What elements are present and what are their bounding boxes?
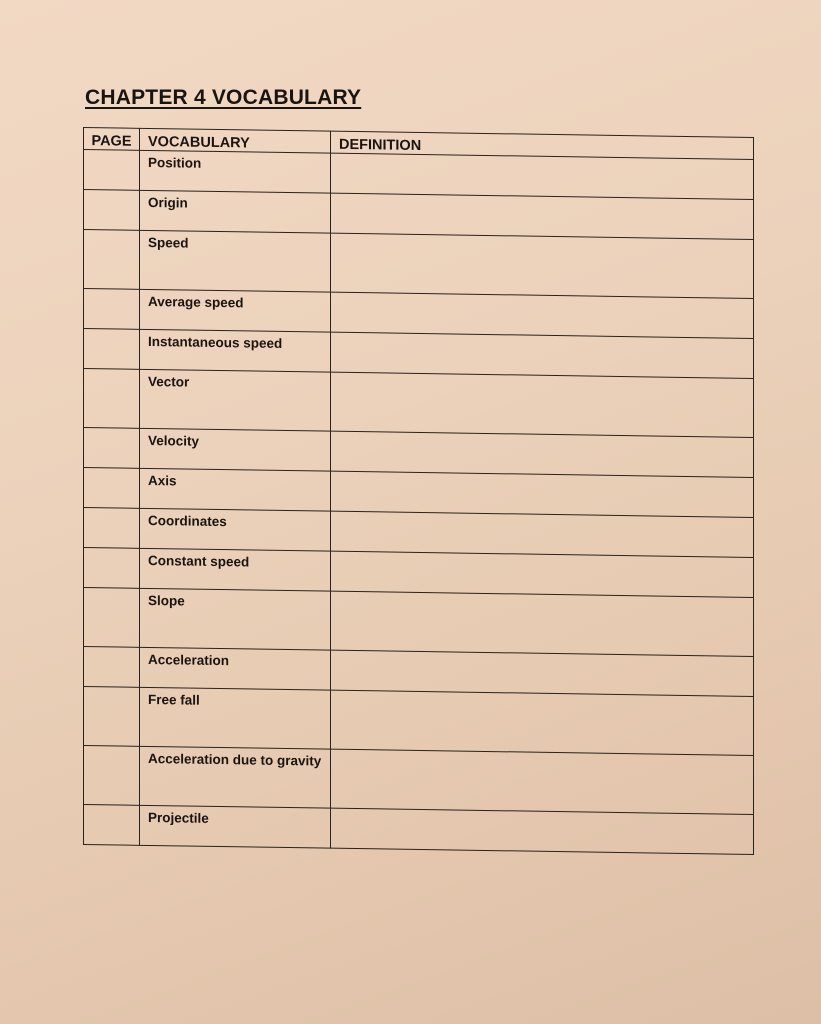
page-cell[interactable] [84, 230, 140, 290]
definition-cell[interactable] [331, 511, 754, 557]
vocabulary-term: Acceleration [140, 647, 331, 690]
page-cell[interactable] [84, 369, 140, 429]
page-cell[interactable] [84, 150, 140, 191]
vocabulary-term: Axis [140, 468, 331, 511]
vocabulary-term: Constant speed [140, 548, 331, 591]
page-cell[interactable] [84, 289, 140, 330]
page-cell[interactable] [84, 746, 140, 806]
page-cell[interactable] [84, 588, 140, 648]
vocabulary-table-wrapper [83, 127, 753, 855]
definition-cell[interactable] [331, 690, 754, 755]
page-cell[interactable] [84, 548, 140, 589]
definition-cell[interactable] [331, 233, 754, 298]
page-cell[interactable] [84, 687, 140, 747]
vocabulary-term: Average speed [140, 289, 331, 332]
definition-cell[interactable] [331, 591, 754, 656]
definition-cell[interactable] [331, 193, 754, 239]
table-row [84, 746, 754, 815]
vocabulary-term: Origin [140, 190, 331, 233]
page-cell[interactable] [84, 190, 140, 231]
vocabulary-term: Acceleration due to gravity [140, 746, 331, 808]
vocabulary-term: Coordinates [140, 508, 331, 551]
definition-cell[interactable] [331, 372, 754, 437]
page-cell[interactable] [84, 428, 140, 469]
vocabulary-term: Projectile [140, 805, 331, 848]
page-cell[interactable] [84, 647, 140, 688]
page-cell[interactable] [84, 805, 140, 846]
table-row [84, 369, 754, 438]
vocabulary-term: Instantaneous speed [140, 329, 331, 372]
table-row [84, 230, 754, 299]
definition-cell[interactable] [331, 332, 754, 378]
definition-cell[interactable] [331, 650, 754, 696]
definition-cell[interactable] [331, 808, 754, 854]
definition-cell[interactable] [331, 153, 754, 199]
definition-cell[interactable] [331, 292, 754, 338]
vocabulary-term: Slope [140, 588, 331, 650]
vocabulary-table [83, 127, 754, 855]
vocabulary-term: Vector [140, 369, 331, 431]
definition-cell[interactable] [331, 749, 754, 814]
page-cell[interactable] [84, 508, 140, 549]
vocabulary-term: Free fall [140, 687, 331, 749]
vocabulary-term: Velocity [140, 428, 331, 471]
table-row [84, 687, 754, 756]
vocabulary-term: Position [140, 150, 331, 193]
table-row [84, 588, 754, 657]
column-header-definition: DEFINITION [331, 131, 754, 159]
column-header-page: PAGE [84, 128, 140, 151]
definition-cell[interactable] [331, 431, 754, 477]
table-row [84, 805, 754, 855]
page-cell[interactable] [84, 468, 140, 509]
page-cell[interactable] [84, 329, 140, 370]
column-header-vocabulary: VOCABULARY [140, 128, 331, 153]
worksheet-title: CHAPTER 4 VOCABULARY [85, 86, 362, 109]
definition-cell[interactable] [331, 471, 754, 517]
vocabulary-term: Speed [140, 230, 331, 292]
definition-cell[interactable] [331, 551, 754, 597]
